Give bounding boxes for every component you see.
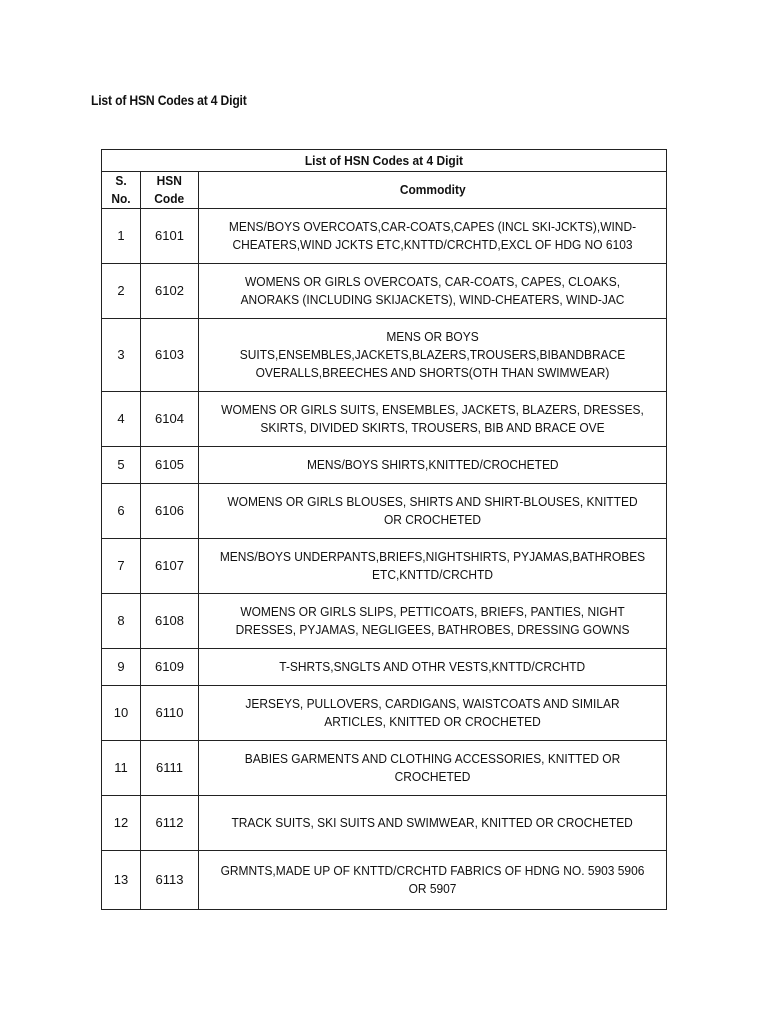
cell-sno: 7 bbox=[102, 539, 141, 594]
cell-commodity: JERSEYS, PULLOVERS, CARDIGANS, WAISTCOATS AND SIMILAR ARTICLES, KNITTED OR CROCHETED bbox=[199, 686, 667, 741]
cell-hsn-code: 6104 bbox=[141, 392, 199, 447]
cell-sno: 6 bbox=[102, 484, 141, 539]
cell-hsn-code: 6110 bbox=[141, 686, 199, 741]
cell-sno: 11 bbox=[102, 741, 141, 796]
cell-hsn-code: 6113 bbox=[141, 851, 199, 910]
hsn-header-line2: Code bbox=[154, 191, 185, 206]
cell-commodity: GRMNTS,MADE UP OF KNTTD/CRCHTD FABRICS OF HDNG NO. 5903 5906 OR 5907 bbox=[199, 851, 667, 910]
cell-hsn-code: 6111 bbox=[141, 741, 199, 796]
table-row bbox=[102, 741, 667, 796]
cell-hsn-code: 6105 bbox=[141, 447, 199, 484]
table-row bbox=[102, 851, 667, 910]
table-row bbox=[102, 686, 667, 741]
cell-commodity: MENS/BOYS UNDERPANTS,BRIEFS,NIGHTSHIRTS, PYJAMAS,BATHROBES ETC,KNTTD/CRCHTD bbox=[199, 539, 667, 594]
table-header-row bbox=[102, 172, 667, 209]
cell-sno: 4 bbox=[102, 392, 141, 447]
cell-hsn-code: 6112 bbox=[141, 796, 199, 851]
cell-hsn-code: 6106 bbox=[141, 484, 199, 539]
cell-sno: 2 bbox=[102, 264, 141, 319]
cell-commodity: WOMENS OR GIRLS SLIPS, PETTICOATS, BRIEFS, PANTIES, NIGHT DRESSES, PYJAMAS, NEGLIGEES, BATHROBES, DRESSING GOWNS bbox=[199, 594, 667, 649]
cell-commodity: WOMENS OR GIRLS OVERCOATS, CAR-COATS, CAPES, CLOAKS, ANORAKS (INCLUDING SKIJACKETS), WIND-CHEATERS, WIND-JAC bbox=[199, 264, 667, 319]
cell-commodity: T-SHRTS,SNGLTS AND OTHR VESTS,KNTTD/CRCHTD bbox=[199, 649, 667, 686]
table-row bbox=[102, 796, 667, 851]
cell-commodity: WOMENS OR GIRLS BLOUSES, SHIRTS AND SHIRT-BLOUSES, KNITTED OR CROCHETED bbox=[199, 484, 667, 539]
cell-commodity: TRACK SUITS, SKI SUITS AND SWIMWEAR, KNITTED OR CROCHETED bbox=[199, 796, 667, 851]
table-row bbox=[102, 319, 667, 392]
table-row bbox=[102, 209, 667, 264]
table-title-row bbox=[102, 150, 667, 172]
cell-sno: 13 bbox=[102, 851, 141, 910]
table-row bbox=[102, 649, 667, 686]
cell-sno: 8 bbox=[102, 594, 141, 649]
cell-commodity: WOMENS OR GIRLS SUITS, ENSEMBLES, JACKETS, BLAZERS, DRESSES, SKIRTS, DIVIDED SKIRTS, TROUSERS, BIB AND BRACE OVE bbox=[199, 392, 667, 447]
column-header-sno: S. No. bbox=[102, 172, 141, 209]
table-row bbox=[102, 392, 667, 447]
cell-commodity: MENS OR BOYS SUITS,ENSEMBLES,JACKETS,BLAZERS,TROUSERS,BIBANDBRACE OVERALLS,BREECHES AND SHORTS(OTH THAN SWIMWEAR) bbox=[199, 319, 667, 392]
cell-hsn-code: 6108 bbox=[141, 594, 199, 649]
table-row bbox=[102, 484, 667, 539]
cell-hsn-code: 6102 bbox=[141, 264, 199, 319]
cell-sno: 10 bbox=[102, 686, 141, 741]
cell-sno: 1 bbox=[102, 209, 141, 264]
table-row bbox=[102, 594, 667, 649]
cell-commodity: MENS/BOYS OVERCOATS,CAR-COATS,CAPES (INCL SKI-JCKTS),WIND-CHEATERS,WIND JCKTS ETC,KNTTD/CRCHTD,EXCL OF HDG NO 6103 bbox=[199, 209, 667, 264]
page-heading: List of HSN Codes at 4 Digit bbox=[91, 93, 247, 108]
table-title: List of HSN Codes at 4 Digit bbox=[102, 150, 667, 172]
cell-hsn-code: 6101 bbox=[141, 209, 199, 264]
cell-sno: 5 bbox=[102, 447, 141, 484]
cell-commodity: BABIES GARMENTS AND CLOTHING ACCESSORIES, KNITTED OR CROCHETED bbox=[199, 741, 667, 796]
cell-hsn-code: 6103 bbox=[141, 319, 199, 392]
column-header-hsn-code bbox=[141, 172, 199, 209]
column-header-commodity: Commodity bbox=[199, 172, 667, 209]
cell-hsn-code: 6107 bbox=[141, 539, 199, 594]
hsn-header-line1: HSN bbox=[156, 173, 183, 188]
table-row bbox=[102, 264, 667, 319]
cell-sno: 3 bbox=[102, 319, 141, 392]
cell-hsn-code: 6109 bbox=[141, 649, 199, 686]
table-row bbox=[102, 539, 667, 594]
table-row bbox=[102, 447, 667, 484]
cell-sno: 12 bbox=[102, 796, 141, 851]
cell-sno: 9 bbox=[102, 649, 141, 686]
cell-commodity: MENS/BOYS SHIRTS,KNITTED/CROCHETED bbox=[199, 447, 667, 484]
hsn-codes-table bbox=[101, 149, 667, 910]
